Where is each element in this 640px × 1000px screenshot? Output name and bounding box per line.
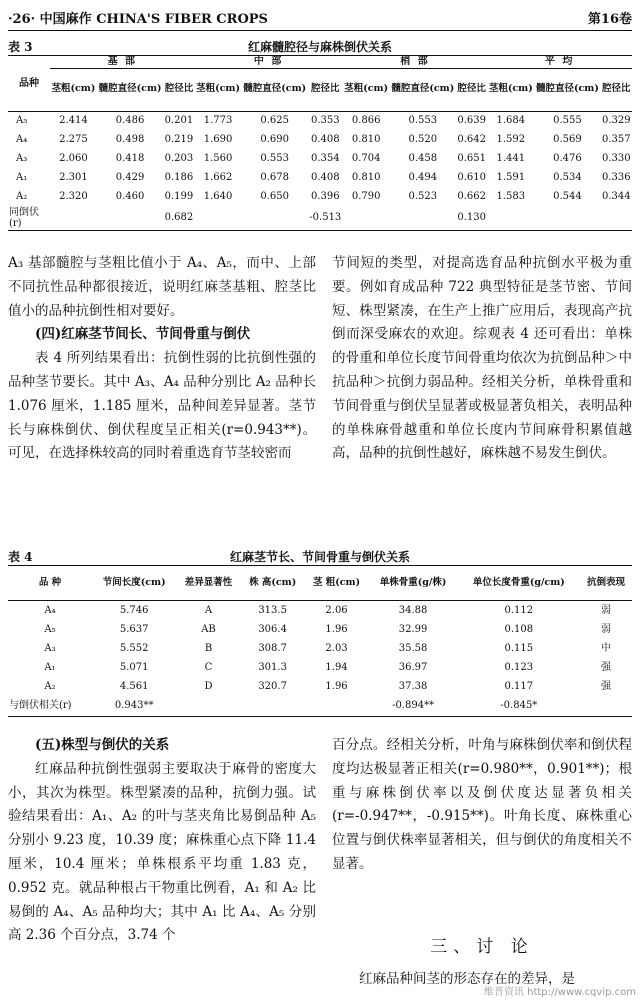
table-cell: 0.544 [553, 191, 582, 203]
table-cell: A [204, 604, 213, 616]
table-cell: 0.460 [115, 191, 145, 203]
table-cell: 0.418 [115, 153, 145, 165]
row-label: A₂ [16, 191, 28, 203]
table-cell: 313.5 [258, 604, 287, 616]
table-cell: 5.071 [119, 661, 149, 673]
paragraph: 红麻品种抗倒性强弱主要取决于麻骨的密度大小，其次为株型。株型紧凑的品种，抗倒力强。试验结果看出：A₁、A₂ 的叶与茎夹角比易倒品种 A₅ 分别小 9.23 度，10.39 度；麻株重心点下降 11.4 厘米，10.4 厘米；单株根系平均重 1.83 克，0.952 克。就品种根占干物重比例看，A₁ 和 A₂ 比易倒的 A₄、A₅ 品种均大；其中 A₁ 比 A₄、A₅ 分别高 2.36 个百分点，3.74 个 [8, 760, 316, 944]
table-cell: 强 [600, 661, 611, 673]
table-cell: 0.553 [408, 115, 438, 127]
table-cell: 34.88 [398, 604, 428, 616]
table-cell: C [204, 661, 213, 673]
table-cell: 37.38 [398, 680, 428, 692]
table-cell: 1.96 [325, 623, 348, 635]
table-cell: 2.275 [59, 134, 88, 146]
table-row [8, 658, 632, 677]
table-row [8, 620, 632, 639]
watermark: 维普资讯 http://www.cqvip.com [483, 987, 636, 998]
left-column-top [8, 252, 316, 466]
journal-header: ·26· 中国麻作 CHINA'S FIBER CROPS [8, 12, 268, 27]
table-row [8, 169, 632, 188]
table-cell [50, 207, 97, 231]
table4-header: 节间长度(cm) [92, 566, 176, 601]
table-cell [487, 207, 534, 231]
table-cell: 0.690 [260, 134, 290, 146]
table-cell: 0.115 [504, 642, 534, 654]
table4-title: 红麻茎节长、节间骨重与倒伏关系 [229, 550, 410, 564]
table-cell: 0.534 [553, 172, 582, 184]
table3-variety-header: 品种 [8, 56, 50, 112]
table-cell: 2.301 [59, 172, 88, 184]
table3-subheader: 髓腔直径(cm) [534, 68, 600, 111]
table-cell: 0.336 [601, 172, 631, 184]
table-cell: 1.662 [203, 172, 233, 184]
table-cell: D [204, 680, 213, 692]
table-cell: 306.4 [258, 623, 287, 635]
table-cell: 320.7 [258, 680, 287, 692]
table-cell: 5.637 [119, 623, 149, 635]
table-cell [305, 696, 369, 717]
table4-header: 品 种 [8, 566, 92, 601]
table-cell: -0.845* [458, 696, 580, 717]
table-row [8, 188, 632, 207]
table3-subheader: 茎粗(cm) [50, 68, 97, 111]
table-cell: 0.203 [164, 153, 194, 165]
table-cell: B [204, 642, 213, 654]
table-cell: 0.486 [115, 115, 145, 127]
table-cell [242, 207, 308, 231]
table-cell: 0.123 [504, 661, 534, 673]
row-label: A₃ [16, 153, 28, 165]
table-cell: 0.201 [164, 115, 194, 127]
table-cell: 0.943** [92, 696, 176, 717]
table-cell: 0.199 [164, 191, 194, 203]
table-cell: 0.130 [456, 207, 487, 231]
table-cell: 0.330 [601, 153, 631, 165]
table-cell [390, 207, 456, 231]
row-label: A₂ [44, 680, 56, 692]
table-cell [601, 207, 632, 231]
table3-group-row [8, 56, 632, 69]
table-cell: 36.97 [398, 661, 428, 673]
row-label: A₄ [44, 604, 56, 616]
row-label: A₁ [16, 172, 28, 184]
volume-label: 第16卷 [587, 12, 632, 27]
table-cell [97, 207, 163, 231]
table-cell: 2.320 [59, 191, 88, 203]
table4-header: 株 高(cm) [241, 566, 305, 601]
table-cell: 1.96 [325, 680, 348, 692]
table-cell: 0.476 [553, 153, 582, 165]
table-cell: 0.357 [601, 134, 631, 146]
table-cell: 0.678 [260, 172, 290, 184]
table3-subheader: 髓腔直径(cm) [97, 68, 163, 111]
row-label: 同倒伏(r) [8, 207, 50, 231]
subsection-heading-5: (五)株型与倒伏的关系 [35, 737, 170, 753]
table-cell: 0.520 [408, 134, 438, 146]
row-label: A₅ [16, 115, 28, 127]
table4-label: 表 4 [8, 550, 33, 564]
table4-header: 差异显著性 [176, 566, 240, 601]
table-cell [343, 207, 390, 231]
table3-subheader: 茎粗(cm) [343, 68, 390, 111]
table3-label: 表 3 [8, 40, 33, 54]
table3-subheader-row [8, 68, 632, 111]
table-cell: -0.894** [369, 696, 458, 717]
table3-subheader: 茎粗(cm) [487, 68, 534, 111]
table-cell: 308.7 [258, 642, 287, 654]
table-row [8, 639, 632, 658]
row-label: A₁ [44, 661, 56, 673]
table-cell: 0.553 [260, 153, 290, 165]
table4-header: 单位长度骨重(g/cm) [458, 566, 580, 601]
table-cell: 0.186 [164, 172, 194, 184]
table-cell [534, 207, 600, 231]
table-cell: 0.651 [457, 153, 486, 165]
paragraph: A₃ 基部髓腔与茎粗比值小于 A₄、A₅，而中、上部不同抗性品种都很接近，说明红麻茎基粗、腔茎比值小的品种抗倒性相对要好。 [8, 255, 316, 319]
table3-group-header: 中 部 [195, 56, 343, 69]
table-cell: 0.458 [408, 153, 438, 165]
table-cell [241, 696, 305, 717]
table-cell: 1.591 [496, 172, 526, 184]
paragraph: 节间短的类型，对提高选育品种抗倒水平极为重要。例如育成品种 722 典型特征是茎节密、节间短、株型紧凑，在生产上推广应用后，表现高产抗倒而深受麻农的欢迎。综观表 4 还可看出：单株的骨重和单位长度节间骨重均依次为抗倒品种＞中抗品种＞抗倒力弱品种。经相关分析，单株骨重和节间骨重与倒伏呈显著或极显著负相关，表明品种的单株麻骨越重和单位长度内节间麻骨积累值越高，品种的抗倒性越好，麻株越不易发生倒伏。 [332, 255, 632, 462]
section-title: 三、讨 论 [430, 937, 534, 957]
table3 [8, 55, 632, 231]
table3-subheader: 腔径比 [163, 68, 194, 111]
table-cell: 35.58 [398, 642, 428, 654]
table-cell: 301.3 [258, 661, 287, 673]
running-header [8, 8, 632, 28]
header-rule [8, 30, 632, 31]
table-cell: 5.746 [119, 604, 149, 616]
table-cell: 1.773 [203, 115, 233, 127]
table-cell: 4.561 [119, 680, 149, 692]
table-cell: 0.396 [310, 191, 340, 203]
table-cell: 1.560 [203, 153, 233, 165]
table-cell: 0.219 [164, 134, 194, 146]
table3-subheader: 髓腔直径(cm) [390, 68, 456, 111]
table-cell: 1.684 [496, 115, 526, 127]
table4-header: 抗倒表现 [580, 566, 632, 601]
paragraph: 表 4 所列结果看出：抗倒性弱的比抗倒性强的品种茎节要长。其中 A₃、A₄ 品种分别比 A₂ 品种长 1.076 厘米，1.185 厘米，品种间差异显著。茎节长与麻株倒伏、倒伏程度呈正相关(r=0.943**)。可见，在选择株较高的同时着重选育节茎较密而 [8, 350, 316, 462]
table-row [8, 150, 632, 169]
row-label: A₅ [44, 623, 56, 635]
table-cell: 0.704 [351, 153, 381, 165]
table-cell: 2.060 [59, 153, 88, 165]
table-cell: 0.810 [351, 134, 381, 146]
table-cell: 2.414 [59, 115, 88, 127]
table3-group-header: 平 均 [487, 56, 632, 69]
table-cell: 0.498 [115, 134, 145, 146]
row-label: A₃ [44, 642, 56, 654]
table-row [8, 677, 632, 696]
table-cell: 0.353 [310, 115, 340, 127]
table3-subheader: 髓腔直径(cm) [242, 68, 308, 111]
table-row [8, 131, 632, 150]
table-cell: 0.354 [310, 153, 340, 165]
table-cell: AB [201, 623, 216, 635]
table-cell: 0.639 [457, 115, 486, 127]
table-cell: 1.690 [203, 134, 233, 146]
table-cell: 0.569 [553, 134, 582, 146]
paragraph: 红麻品种间茎的形态存在的差异，是 [359, 971, 575, 987]
table-cell: 中 [600, 642, 611, 654]
row-label: A₄ [16, 134, 28, 146]
table-cell [195, 207, 242, 231]
table-cell: 0.408 [310, 172, 340, 184]
table3-subheader: 腔径比 [601, 68, 632, 111]
table-cell: 0.117 [504, 680, 534, 692]
table3-title: 红麻髓腔径与麻株倒伏关系 [247, 40, 392, 54]
table-cell: 1.583 [496, 191, 526, 203]
table-cell: 2.03 [325, 642, 348, 654]
table3-group-header: 基 部 [50, 56, 195, 69]
table-cell: -0.513 [308, 207, 343, 231]
table-cell: 0.610 [457, 172, 486, 184]
table-cell: 0.866 [351, 115, 381, 127]
table-cell: 0.408 [310, 134, 340, 146]
right-column-top [332, 252, 632, 466]
table-cell: 0.494 [408, 172, 438, 184]
table-cell: 0.662 [457, 191, 486, 203]
table-cell: 弱 [600, 623, 611, 635]
table-cell: 1.592 [496, 134, 526, 146]
table-cell: 2.06 [325, 604, 348, 616]
table4-header-row [8, 566, 632, 601]
table-cell: 弱 [600, 604, 611, 616]
paragraph: 百分点。经相关分析，叶角与麻株倒伏率和倒伏程度均达极显著正相关(r=0.980**，0.901**)；根重与麻株倒伏率以及倒伏度达显著负相关(r=-0.947**，-0.915**)。叶角长度、麻株重心位置与倒伏株率显著相关，但与倒伏的角度相关不显著。 [332, 737, 632, 872]
table-row [8, 111, 632, 131]
table-cell: 0.790 [351, 191, 381, 203]
table-cell: 0.642 [457, 134, 486, 146]
table-cell: 0.625 [260, 115, 290, 127]
table-cell: 0.329 [601, 115, 631, 127]
table3-corr-row [8, 207, 632, 231]
table-cell: 1.640 [203, 191, 233, 203]
table-cell: 32.99 [398, 623, 428, 635]
table4 [8, 565, 632, 717]
table-cell: 1.441 [496, 153, 526, 165]
table-cell: 0.555 [553, 115, 582, 127]
table3-subheader: 茎粗(cm) [195, 68, 242, 111]
table-cell: 0.523 [408, 191, 438, 203]
table-cell: 0.344 [601, 191, 631, 203]
table3-subheader: 腔径比 [308, 68, 343, 111]
table3-group-header: 梢 部 [343, 56, 488, 69]
table4-header: 单株骨重(g/株) [369, 566, 458, 601]
table-row [8, 601, 632, 621]
left-column-bottom [8, 734, 316, 948]
row-label: 与倒伏相关(r) [8, 696, 92, 717]
table-cell: 0.650 [260, 191, 290, 203]
right-column-bottom [332, 734, 632, 877]
table-cell [176, 696, 240, 717]
table3-subheader: 腔径比 [456, 68, 487, 111]
table-cell: 1.94 [325, 661, 348, 673]
table-cell [580, 696, 632, 717]
subsection-heading-4: (四)红麻茎节间长、节间骨重与倒伏 [35, 326, 251, 343]
table-cell: 0.108 [504, 623, 534, 635]
table4-corr-row [8, 696, 632, 717]
table4-header: 茎 粗(cm) [305, 566, 369, 601]
table-cell: 0.112 [504, 604, 534, 616]
table-cell: 强 [600, 680, 611, 692]
table-cell: 0.810 [351, 172, 381, 184]
table-cell: 0.429 [115, 172, 145, 184]
table-cell: 0.682 [163, 207, 194, 231]
table-cell: 5.552 [119, 642, 149, 654]
